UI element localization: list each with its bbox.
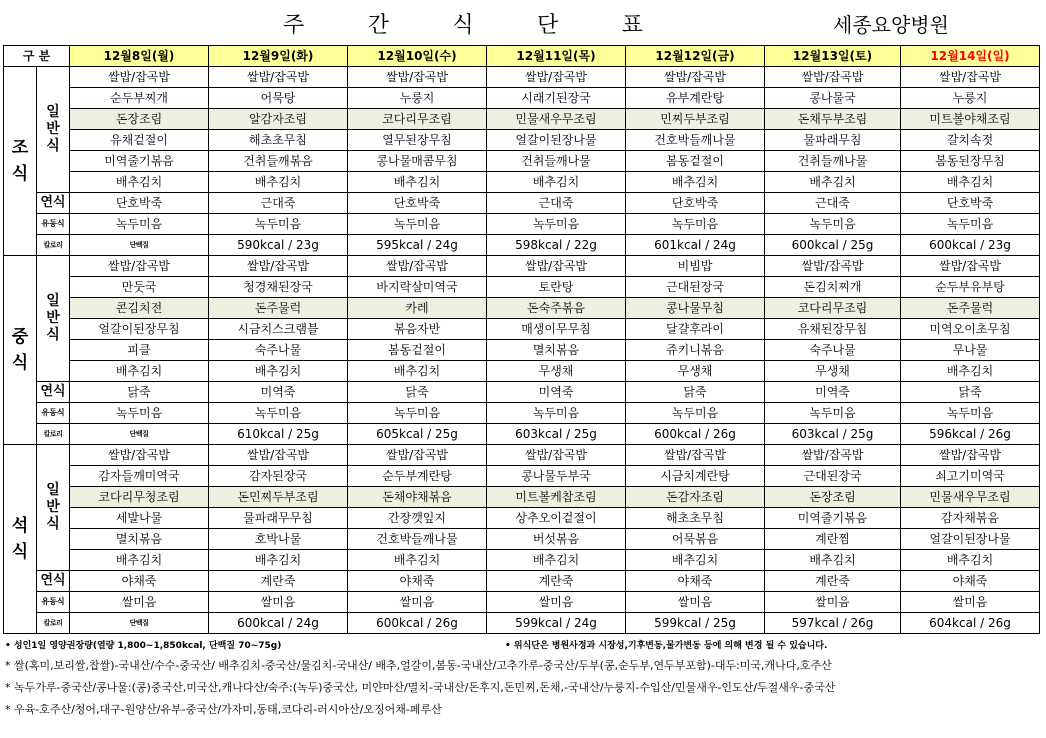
menu-cell: 쌀밥/잡곡밥 [70, 67, 209, 88]
menu-cell: 미역오이초무침 [901, 319, 1040, 340]
menu-cell: 배추김치 [901, 172, 1040, 193]
menu-cell: 쌀미음 [348, 592, 487, 613]
menu-cell: 볶음자반 [348, 319, 487, 340]
menu-cell: 쌀밥/잡곡밥 [765, 256, 901, 277]
menu-cell: 미트볼야채조림 [901, 109, 1040, 130]
menu-cell: 무생채 [487, 361, 626, 382]
liquid-diet-row [4, 592, 1040, 613]
nutrition-cell: 600kcal / 24g [209, 613, 348, 634]
menu-row [4, 298, 1040, 319]
category-regular: 일 반 식 [37, 445, 70, 571]
menu-cell: 단호박죽 [901, 193, 1040, 214]
menu-cell: 녹두미음 [348, 214, 487, 235]
category-regular: 일 반 식 [37, 256, 70, 382]
menu-cell: 배추김치 [901, 550, 1040, 571]
menu-cell: 배추김치 [70, 172, 209, 193]
menu-cell: 야채죽 [901, 571, 1040, 592]
menu-cell: 건취들깨나물 [487, 151, 626, 172]
menu-cell: 녹두미음 [765, 403, 901, 424]
menu-cell: 근대죽 [209, 193, 348, 214]
menu-cell: 어묵탕 [209, 88, 348, 109]
menu-cell: 돈채야채볶음 [348, 487, 487, 508]
category-liquid: 유동식 [37, 214, 70, 235]
nutrition-note: • 성인1일 영양권장량(열량 1,800~1,850kcal, 단백질 70~75g) [5, 641, 282, 651]
liquid-diet-row [4, 214, 1040, 235]
menu-cell: 무생채 [626, 361, 765, 382]
page-title [283, 8, 643, 39]
menu-cell: 배추김치 [487, 550, 626, 571]
menu-cell: 배추김치 [487, 172, 626, 193]
menu-cell: 봄동겉절이 [348, 340, 487, 361]
kcal-label: 칼로리 [37, 613, 70, 634]
category-soft: 연식 [37, 571, 70, 592]
menu-cell: 계란죽 [765, 571, 901, 592]
menu-cell: 호박나물 [209, 529, 348, 550]
menu-cell: 민물새우무조림 [901, 487, 1040, 508]
nutrition-cell: 595kcal / 24g [348, 235, 487, 256]
category-liquid: 유동식 [37, 592, 70, 613]
menu-cell: 멸치볶음 [70, 529, 209, 550]
menu-cell: 야채죽 [70, 571, 209, 592]
menu-cell: 쌀밥/잡곡밥 [487, 256, 626, 277]
nutrition-cell: 597kcal / 26g [765, 613, 901, 634]
menu-cell: 녹두미음 [209, 403, 348, 424]
menu-cell: 돈숙주볶음 [487, 298, 626, 319]
menu-cell: 녹두미음 [209, 214, 348, 235]
soft-diet-row [4, 193, 1040, 214]
nutrition-cell: 599kcal / 24g [487, 613, 626, 634]
title-char: 단 [537, 13, 559, 38]
meal-label: 조 식 [4, 67, 37, 256]
menu-row [4, 529, 1040, 550]
menu-cell: 누룽지 [348, 88, 487, 109]
menu-cell: 배추김치 [70, 361, 209, 382]
menu-cell: 감자채볶음 [901, 508, 1040, 529]
day-header: 12월13일(토) [765, 46, 901, 67]
menu-cell: 근대된장국 [626, 277, 765, 298]
menu-cell: 알감자조림 [209, 109, 348, 130]
menu-cell: 녹두미음 [348, 403, 487, 424]
menu-cell: 순두부유부탕 [901, 277, 1040, 298]
menu-cell: 시래기된장국 [487, 88, 626, 109]
notes-row [5, 637, 1041, 655]
title-char: 표 [621, 13, 643, 38]
menu-cell: 상추오이겉절이 [487, 508, 626, 529]
menu-cell: 배추김치 [348, 550, 487, 571]
menu-cell: 닭죽 [348, 382, 487, 403]
title-char: 주 [283, 13, 305, 38]
menu-cell: 계란죽 [209, 571, 348, 592]
menu-cell: 쌀밥/잡곡밥 [901, 256, 1040, 277]
menu-row [4, 256, 1040, 277]
menu-cell: 배추김치 [626, 172, 765, 193]
menu-cell: 녹두미음 [901, 403, 1040, 424]
menu-cell: 카레 [348, 298, 487, 319]
menu-cell: 쌀미음 [765, 592, 901, 613]
menu-cell: 근대된장국 [765, 466, 901, 487]
menu-cell: 녹두미음 [626, 214, 765, 235]
weekly-menu-table [3, 45, 1040, 634]
menu-cell: 쌀미음 [901, 592, 1040, 613]
menu-cell: 녹두미음 [487, 403, 626, 424]
day-header: 12월12일(금) [626, 46, 765, 67]
menu-row [4, 88, 1040, 109]
hospital-name: 세종요양병원 [833, 13, 949, 37]
menu-cell: 쌀밥/잡곡밥 [209, 445, 348, 466]
menu-cell: 미역죽 [765, 382, 901, 403]
menu-cell: 민물새우무조림 [487, 109, 626, 130]
menu-cell: 미역줄기볶음 [765, 508, 901, 529]
menu-cell: 청경채된장국 [209, 277, 348, 298]
menu-cell: 쌀밥/잡곡밥 [348, 67, 487, 88]
menu-cell: 배추김치 [70, 550, 209, 571]
menu-cell: 야채죽 [626, 571, 765, 592]
menu-cell: 유채겉절이 [70, 130, 209, 151]
menu-cell: 돈장조림 [765, 487, 901, 508]
menu-cell: 쌀밥/잡곡밥 [626, 445, 765, 466]
menu-cell: 버섯볶음 [487, 529, 626, 550]
menu-cell: 콩나물무침 [626, 298, 765, 319]
menu-cell: 닭죽 [626, 382, 765, 403]
menu-cell: 돈민찌두부조림 [209, 487, 348, 508]
menu-cell: 닭죽 [70, 382, 209, 403]
nutrition-row [4, 424, 1040, 445]
menu-row [4, 445, 1040, 466]
menu-cell: 얼갈이된장나물 [487, 130, 626, 151]
menu-cell: 쥬키니볶음 [626, 340, 765, 361]
menu-cell: 만둣국 [70, 277, 209, 298]
menu-cell: 녹두미음 [626, 403, 765, 424]
menu-cell: 돈감자조림 [626, 487, 765, 508]
menu-row [4, 550, 1040, 571]
nutrition-cell: 600kcal / 25g [765, 235, 901, 256]
nutrition-cell: 603kcal / 25g [765, 424, 901, 445]
category-regular: 일 반 식 [37, 67, 70, 193]
menu-row [4, 130, 1040, 151]
nutrition-cell: 604kcal / 26g [901, 613, 1040, 634]
menu-cell: 코다리무청조림 [70, 487, 209, 508]
soft-diet-row [4, 571, 1040, 592]
menu-row [4, 109, 1040, 130]
protein-label: 단백질 [70, 235, 209, 256]
menu-row [4, 319, 1040, 340]
category-soft: 연식 [37, 193, 70, 214]
menu-cell: 콩나물국 [765, 88, 901, 109]
menu-cell: 바지락살미역국 [348, 277, 487, 298]
origin-note-3: * 우육-호주산/청어,대구-원양산/유부-중국산/가자미,동태,코다리-러시아산/오징어채-페루산 [5, 703, 442, 716]
menu-cell: 배추김치 [209, 172, 348, 193]
meal-label: 중 식 [4, 256, 37, 445]
menu-cell: 감자들깨미역국 [70, 466, 209, 487]
menu-cell: 돈김치찌개 [765, 277, 901, 298]
menu-cell: 쌀밥/잡곡밥 [348, 256, 487, 277]
menu-cell: 시금치계란탕 [626, 466, 765, 487]
menu-cell: 배추김치 [348, 361, 487, 382]
menu-cell: 쌀밥/잡곡밥 [348, 445, 487, 466]
menu-cell: 미역줄기볶음 [70, 151, 209, 172]
menu-cell: 미역죽 [209, 382, 348, 403]
header-row [4, 46, 1040, 67]
menu-cell: 콘김치전 [70, 298, 209, 319]
day-header: 12월11일(목) [487, 46, 626, 67]
menu-cell: 쌀밥/잡곡밥 [209, 67, 348, 88]
nutrition-cell: 600kcal / 26g [626, 424, 765, 445]
protein-label: 단백질 [70, 613, 209, 634]
menu-row [4, 361, 1040, 382]
menu-cell: 배추김치 [626, 550, 765, 571]
menu-cell: 건취들깨볶음 [209, 151, 348, 172]
menu-cell: 얼갈이된장무침 [70, 319, 209, 340]
menu-row [4, 466, 1040, 487]
notes [5, 637, 1041, 721]
gubun-header: 구 분 [4, 46, 70, 67]
menu-cell: 유부계란탕 [626, 88, 765, 109]
menu-cell: 무생채 [765, 361, 901, 382]
menu-cell: 물파래무무침 [209, 508, 348, 529]
menu-cell: 배추김치 [765, 550, 901, 571]
menu-cell: 순두부계란탕 [348, 466, 487, 487]
menu-cell: 녹두미음 [70, 403, 209, 424]
menu-cell: 돈채두부조림 [765, 109, 901, 130]
menu-cell: 단호박죽 [348, 193, 487, 214]
liquid-diet-row [4, 403, 1040, 424]
menu-cell: 숙주나물 [209, 340, 348, 361]
menu-cell: 녹두미음 [70, 214, 209, 235]
menu-cell: 콩나물매콤무침 [348, 151, 487, 172]
nutrition-cell: 599kcal / 25g [626, 613, 765, 634]
menu-cell: 매생이무무침 [487, 319, 626, 340]
menu-cell: 계란죽 [487, 571, 626, 592]
menu-row [4, 487, 1040, 508]
menu-cell: 무나물 [901, 340, 1040, 361]
menu-cell: 열무된장무침 [348, 130, 487, 151]
menu-cell: 순두부찌개 [70, 88, 209, 109]
protein-label: 단백질 [70, 424, 209, 445]
nutrition-cell: 605kcal / 25g [348, 424, 487, 445]
menu-cell: 배추김치 [209, 361, 348, 382]
menu-cell: 해초초무침 [209, 130, 348, 151]
menu-cell: 피클 [70, 340, 209, 361]
category-liquid: 유동식 [37, 403, 70, 424]
menu-cell: 토란탕 [487, 277, 626, 298]
menu-row [4, 151, 1040, 172]
menu-cell: 비빔밥 [626, 256, 765, 277]
menu-cell: 배추김치 [901, 361, 1040, 382]
origin-note-1: * 쌀(혹미,보리쌀,찹쌀)-국내산/수수-중국산/ 배추김치-중국산/물김치-국내산/ 배추,얼갈이,봄동-국내산/고추가루-중국산/두부(콩,순두부,연두부포함)-대두:미국,캐나다,호주산 [5, 659, 832, 672]
menu-cell: 쌀밥/잡곡밥 [487, 445, 626, 466]
menu-cell: 얼갈이된장나물 [901, 529, 1040, 550]
menu-cell: 세발나물 [70, 508, 209, 529]
menu-cell: 콩나물두부국 [487, 466, 626, 487]
nutrition-cell: 596kcal / 26g [901, 424, 1040, 445]
menu-cell: 숙주나물 [765, 340, 901, 361]
menu-cell: 쌀밥/잡곡밥 [487, 67, 626, 88]
menu-cell: 갈치속젓 [901, 130, 1040, 151]
menu-cell: 닭죽 [901, 382, 1040, 403]
menu-cell: 돈주물럭 [209, 298, 348, 319]
menu-cell: 건호박들깨나물 [348, 529, 487, 550]
menu-row [4, 340, 1040, 361]
menu-cell: 쌀밥/잡곡밥 [765, 67, 901, 88]
day-header: 12월9일(화) [209, 46, 348, 67]
nutrition-cell: 601kcal / 24g [626, 235, 765, 256]
menu-cell: 건호박들깨나물 [626, 130, 765, 151]
menu-cell: 쌀미음 [487, 592, 626, 613]
kcal-label: 칼로리 [37, 235, 70, 256]
nutrition-cell: 600kcal / 26g [348, 613, 487, 634]
menu-cell: 단호박죽 [626, 193, 765, 214]
nutrition-cell: 603kcal / 25g [487, 424, 626, 445]
menu-cell: 배추김치 [209, 550, 348, 571]
menu-cell: 근대죽 [487, 193, 626, 214]
menu-cell: 민찌두부조림 [626, 109, 765, 130]
menu-cell: 시금치스크램블 [209, 319, 348, 340]
menu-cell: 쇠고기미역국 [901, 466, 1040, 487]
menu-cell: 쌀밥/잡곡밥 [626, 67, 765, 88]
menu-cell: 봄동된장무침 [901, 151, 1040, 172]
menu-cell: 물파래무침 [765, 130, 901, 151]
menu-row [4, 277, 1040, 298]
menu-cell: 야채죽 [348, 571, 487, 592]
menu-cell: 코다리무조림 [765, 298, 901, 319]
nutrition-cell: 610kcal / 25g [209, 424, 348, 445]
change-note: • 위식단은 병원사정과 시장성,기후변동,물가변동 등에 의해 변경 될 수 있습니다. [505, 641, 828, 651]
menu-cell: 배추김치 [348, 172, 487, 193]
menu-cell: 돈장조림 [70, 109, 209, 130]
nutrition-cell: 600kcal / 23g [901, 235, 1040, 256]
menu-cell: 간장깻잎지 [348, 508, 487, 529]
title-char: 간 [367, 13, 389, 38]
menu-cell: 쌀밥/잡곡밥 [70, 445, 209, 466]
menu-cell: 멸치볶음 [487, 340, 626, 361]
menu-cell: 어묵볶음 [626, 529, 765, 550]
day-header-sunday: 12월14일(일) [901, 46, 1040, 67]
day-header: 12월10일(수) [348, 46, 487, 67]
menu-cell: 근대죽 [765, 193, 901, 214]
menu-cell: 돈주물럭 [901, 298, 1040, 319]
menu-cell: 누룽지 [901, 88, 1040, 109]
menu-cell: 봄동겉절이 [626, 151, 765, 172]
title-char: 식 [452, 13, 474, 38]
soft-diet-row [4, 382, 1040, 403]
menu-row [4, 508, 1040, 529]
menu-cell: 코다리무조림 [348, 109, 487, 130]
menu-cell: 쌀미음 [70, 592, 209, 613]
menu-cell: 쌀미음 [626, 592, 765, 613]
menu-cell: 감자된장국 [209, 466, 348, 487]
menu-cell: 해초초무침 [626, 508, 765, 529]
menu-row [4, 67, 1040, 88]
menu-cell: 건취들깨나물 [765, 151, 901, 172]
kcal-label: 칼로리 [37, 424, 70, 445]
nutrition-cell: 598kcal / 22g [487, 235, 626, 256]
menu-cell: 녹두미음 [487, 214, 626, 235]
nutrition-row [4, 235, 1040, 256]
menu-cell: 쌀밥/잡곡밥 [901, 67, 1040, 88]
category-soft: 연식 [37, 382, 70, 403]
menu-cell: 쌀미음 [209, 592, 348, 613]
menu-cell: 미역죽 [487, 382, 626, 403]
menu-cell: 미트볼케찹조림 [487, 487, 626, 508]
nutrition-cell: 590kcal / 23g [209, 235, 348, 256]
title-bar [0, 0, 1046, 44]
day-header: 12월8일(월) [70, 46, 209, 67]
origin-note-2: * 녹두가루-중국산/콩나물:(콩)중국산,미국산,캐나다산/숙주:(녹두)중국산, 미얀마산/멸치-국내산/돈후지,돈민찌,돈채,-국내산/누룽지-수입산/민물새우-인도산/두절새우-중국산 [5, 681, 836, 694]
nutrition-row [4, 613, 1040, 634]
menu-cell: 유채된장무침 [765, 319, 901, 340]
menu-cell: 단호박죽 [70, 193, 209, 214]
menu-cell: 계란찜 [765, 529, 901, 550]
meal-label: 석 식 [4, 445, 37, 634]
menu-row [4, 172, 1040, 193]
menu-cell: 쌀밥/잡곡밥 [901, 445, 1040, 466]
menu-cell: 쌀밥/잡곡밥 [209, 256, 348, 277]
menu-cell: 배추김치 [765, 172, 901, 193]
menu-cell: 녹두미음 [901, 214, 1040, 235]
menu-cell: 쌀밥/잡곡밥 [765, 445, 901, 466]
menu-cell: 쌀밥/잡곡밥 [70, 256, 209, 277]
menu-cell: 달걀후라이 [626, 319, 765, 340]
menu-cell: 녹두미음 [765, 214, 901, 235]
